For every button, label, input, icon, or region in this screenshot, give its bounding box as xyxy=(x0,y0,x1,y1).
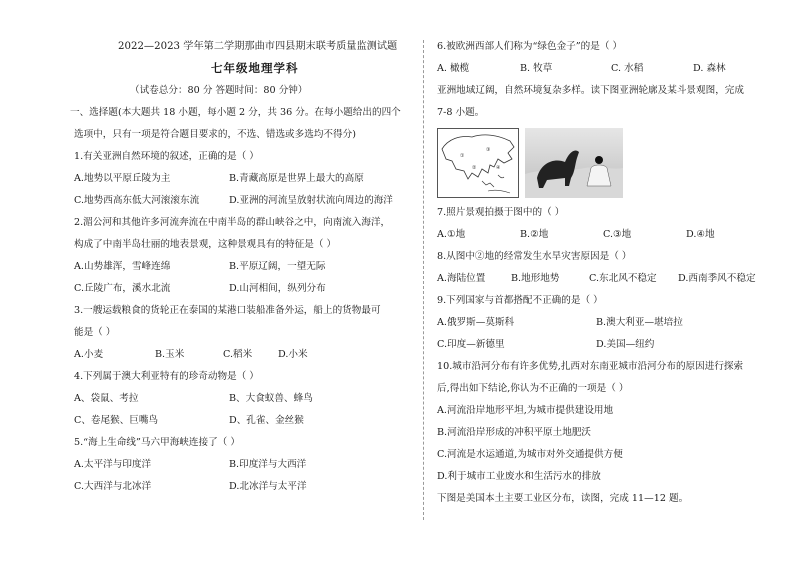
q5-stem: 5.“海上生命线”马六甲海峡连接了（ ） xyxy=(74,437,240,448)
q10-stem-line1: 10.城市沿河分布有许多优势,扎西对东南亚城市沿河分布的原因进行探索 xyxy=(437,361,744,372)
section-intro-line2: 选项中，只有一项是符合题目要求的，不选、错选或多选均不得分) xyxy=(74,129,356,140)
q5-option-a[interactable]: A.太平洋与印度洋 xyxy=(74,459,152,470)
q2-stem-line2: 构成了中南半岛壮丽的地表景观，这种景观具有的特征是（ ） xyxy=(74,239,337,250)
q3-option-b[interactable]: B.玉米 xyxy=(155,349,185,360)
svg-text:②: ② xyxy=(472,165,477,171)
reading1-line1: 亚洲地域辽阔，自然环境复杂多样。读下图亚洲轮廓及某斗景观图，完成 xyxy=(437,85,744,96)
asia-map-icon xyxy=(438,129,518,197)
section-intro-line1: 一、选择题(本大题共 18 小题，每小题 2 分，共 36 分。在每小题给出的四个 xyxy=(70,107,401,118)
reading2-line1: 下图是美国本土主要工业区分布，读图，完成 11—12 题。 xyxy=(437,493,689,504)
q1-option-c[interactable]: C.地势西高东低大河滚滚东流 xyxy=(74,195,200,206)
q7-option-b[interactable]: B.②地 xyxy=(520,229,549,240)
q4-option-c[interactable]: C、卷尾猴、巨嘴鸟 xyxy=(74,415,159,426)
q8-option-d[interactable]: D.西南季风不稳定 xyxy=(678,273,756,284)
q5-option-d[interactable]: D.北冰洋与太平洋 xyxy=(229,481,307,492)
q2-option-c[interactable]: C.丘陵广布，溪水北流 xyxy=(74,283,171,294)
q4-option-a[interactable]: A、袋鼠、考拉 xyxy=(74,393,139,404)
q8-stem: 8.从图中②地的经常发生水旱灾害原因是（ ） xyxy=(437,251,632,262)
q6-stem: 6.被欧洲西部人们称为“绿色金子”的是（ ） xyxy=(437,41,623,52)
q1-stem: 1.有关亚洲自然环境的叙述，正确的是（ ） xyxy=(74,151,259,162)
q9-option-b[interactable]: B.澳大利亚—堪培拉 xyxy=(596,317,683,328)
subject-title: 七年级地理学科 xyxy=(211,61,299,75)
q3-option-c[interactable]: C.稻米 xyxy=(223,349,253,360)
q2-option-a[interactable]: A.山势雄浑，雪峰连绵 xyxy=(74,261,171,272)
q8-option-b[interactable]: B.地形地势 xyxy=(511,273,560,284)
q10-option-a[interactable]: A.河流沿岸地形平坦,为城市提供建设用地 xyxy=(437,405,614,416)
q3-stem-line2: 能是（ ） xyxy=(74,327,116,338)
svg-text:③: ③ xyxy=(486,147,491,153)
score-info: （试卷总分：80 分 答题时间：80 分钟） xyxy=(130,85,308,96)
q4-stem: 4.下列属于澳大利亚特有的珍奇动物是（ ） xyxy=(74,371,259,382)
camel-photo-icon xyxy=(525,128,623,198)
q6-option-b[interactable]: B. 牧草 xyxy=(520,63,553,74)
q9-option-d[interactable]: D.美国—纽约 xyxy=(596,339,655,350)
q5-option-b[interactable]: B.印度洋与大西洋 xyxy=(229,459,307,470)
q8-option-a[interactable]: A.海陆位置 xyxy=(437,273,486,284)
q7-stem: 7.照片景观拍摄于图中的（ ） xyxy=(437,207,565,218)
svg-text:①: ① xyxy=(460,153,465,159)
q10-stem-line2: 后,得出如下结论,你认为不正确的一项是（ ） xyxy=(437,383,629,394)
q9-option-c[interactable]: C.印度—新德里 xyxy=(437,339,505,350)
svg-text:④: ④ xyxy=(496,165,501,171)
q1-option-d[interactable]: D.亚洲的河流呈放射状流向周边的海洋 xyxy=(229,195,393,206)
q5-option-c[interactable]: C.大西洋与北冰洋 xyxy=(74,481,152,492)
q7-option-d[interactable]: D.④地 xyxy=(686,229,715,240)
q1-option-a[interactable]: A.地势以平原丘陵为主 xyxy=(74,173,171,184)
q10-option-c[interactable]: C.河流是水运通道,为城市对外交通提供方便 xyxy=(437,449,623,460)
asia-outline-map xyxy=(437,128,519,198)
q10-option-d[interactable]: D.利于城市工业废水和生活污水的排放 xyxy=(437,471,601,482)
column-divider xyxy=(423,40,424,520)
q8-option-c[interactable]: C.东北风不稳定 xyxy=(589,273,657,284)
q7-option-a[interactable]: A.①地 xyxy=(437,229,466,240)
q3-option-a[interactable]: A.小麦 xyxy=(74,349,104,360)
q9-option-a[interactable]: A.俄罗斯—莫斯科 xyxy=(437,317,515,328)
q9-stem: 9.下列国家与首都搭配不正确的是（ ） xyxy=(437,295,603,306)
asia-figure xyxy=(437,128,623,198)
q1-option-b[interactable]: B.青藏高原是世界上最大的高原 xyxy=(229,173,364,184)
q4-option-d[interactable]: D、孔雀、金丝猴 xyxy=(229,415,304,426)
exam-title: 2022—2023 学年第二学期那曲市四县期末联考质量监测试题 xyxy=(118,41,398,52)
q4-option-b[interactable]: B、大食蚁兽、蜂鸟 xyxy=(229,393,313,404)
q3-option-d[interactable]: D.小米 xyxy=(278,349,308,360)
q10-option-b[interactable]: B.河流沿岸形成的冲积平原土地肥沃 xyxy=(437,427,592,438)
desert-camel-photo xyxy=(525,128,623,198)
q2-option-d[interactable]: D.山河相间，纵列分布 xyxy=(229,283,326,294)
q6-option-a[interactable]: A. 橄榄 xyxy=(437,63,470,74)
q6-option-c[interactable]: C. 水稻 xyxy=(611,63,644,74)
q2-option-b[interactable]: B.平原辽阔，一望无际 xyxy=(229,261,326,272)
reading1-line2: 7-8 小题。 xyxy=(437,107,485,118)
q3-stem-line1: 3.一艘运载粮食的货轮正在泰国的某港口装船准备外运，船上的货物最可 xyxy=(74,305,381,316)
q2-stem-line1: 2.湄公河和其他许多河流奔流在中南半岛的群山峡谷之中，向南流入海洋， xyxy=(74,217,391,228)
q7-option-c[interactable]: C.③地 xyxy=(603,229,632,240)
q6-option-d[interactable]: D. 森林 xyxy=(693,63,726,74)
